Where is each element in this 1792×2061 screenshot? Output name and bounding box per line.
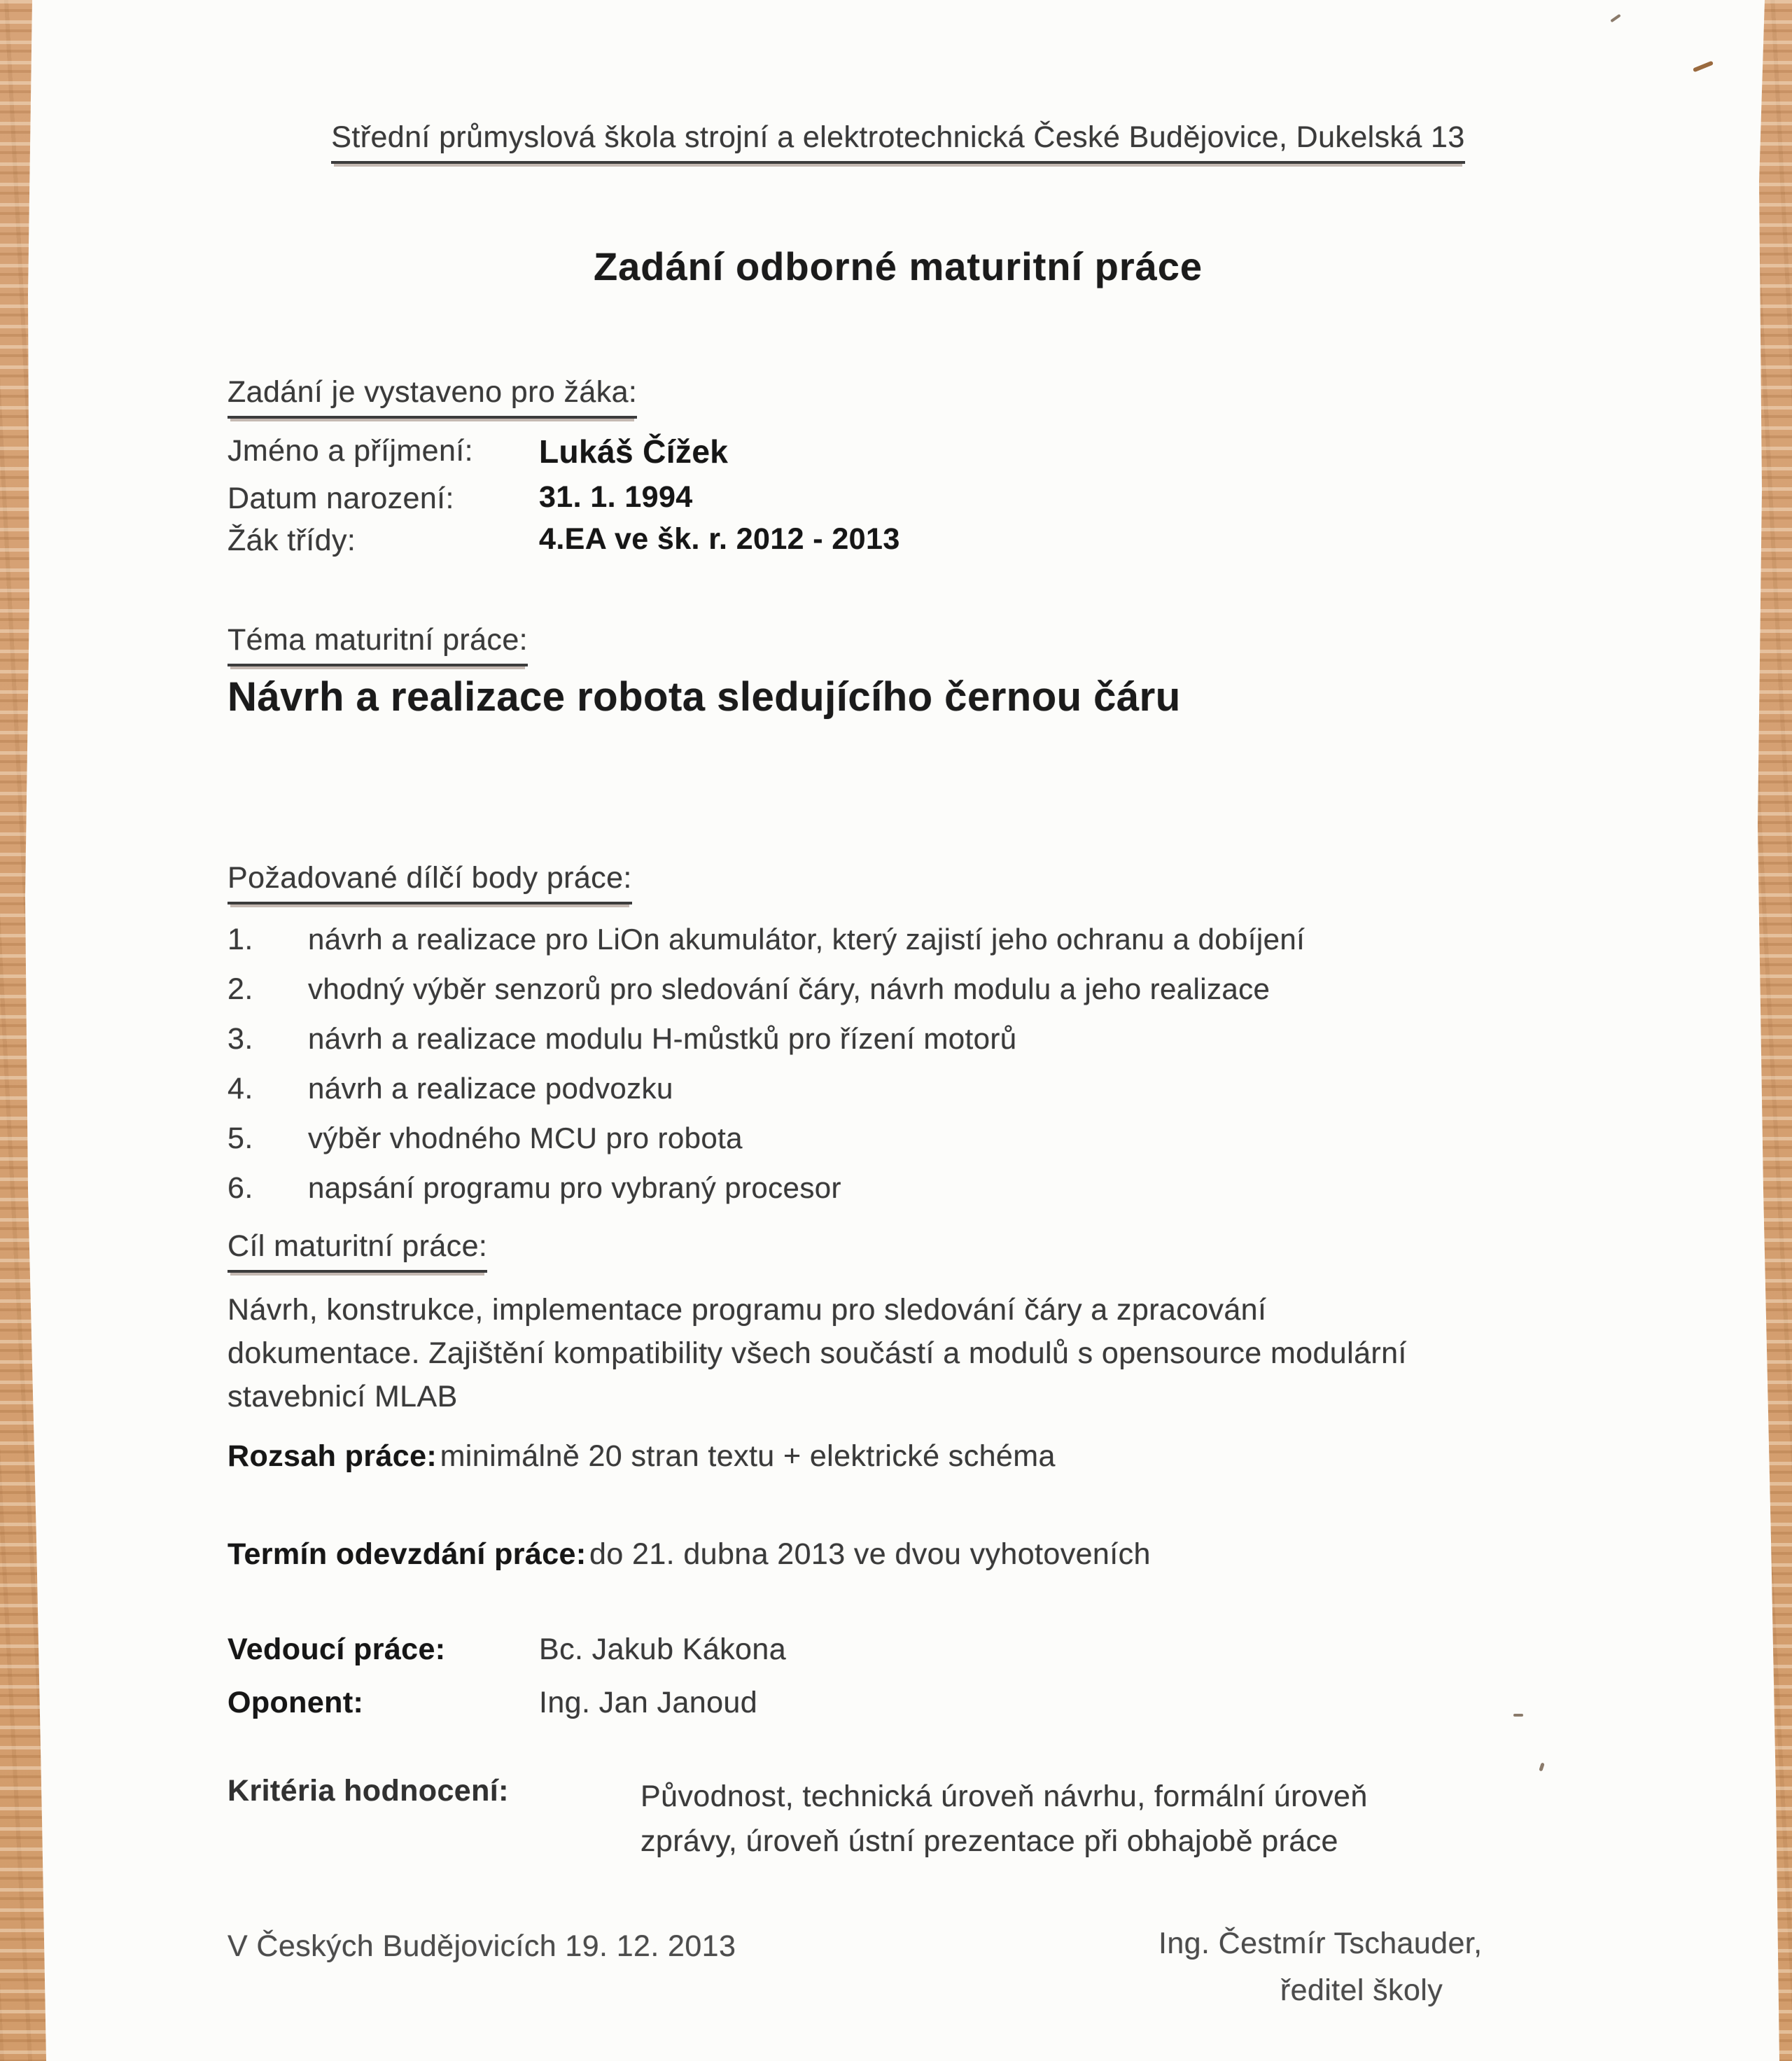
- requirements-heading: Požadované dílčí body práce:: [227, 861, 632, 904]
- school-header-row: [32, 120, 1764, 164]
- goal-heading-row: [227, 1229, 487, 1273]
- signer-role: ředitel školy: [1280, 1973, 1443, 2007]
- signer-name: Ing. Čestmír Tschauder,: [1158, 1927, 1483, 1960]
- requirement-number: 6.: [227, 1171, 253, 1205]
- deadline-value: do 21. dubna 2013 ve dvou vyhotoveních: [589, 1537, 1151, 1571]
- requirement-number: 5.: [227, 1122, 253, 1155]
- criteria-line-1: Původnost, technická úroveň návrhu, formální úroveň: [640, 1780, 1368, 1813]
- student-name-label: Jméno a příjmení:: [227, 434, 473, 468]
- thesis-topic-title: Návrh a realizace robota sledujícího černou čáru: [227, 674, 1181, 720]
- criteria-value: [640, 1774, 1494, 1864]
- requirements-list: [227, 923, 1572, 1221]
- goal-heading: Cíl maturitní práce:: [227, 1229, 487, 1273]
- scope-row: [227, 1439, 1056, 1474]
- paper-speck-3: [1513, 1714, 1523, 1717]
- student-section-heading-row: [227, 375, 637, 419]
- requirement-number: 4.: [227, 1072, 253, 1105]
- opponent-value: Ing. Jan Janoud: [539, 1686, 758, 1719]
- scope-value: minimálně 20 stran textu + elektrické schéma: [440, 1439, 1056, 1473]
- supervisor-label: Vedoucí práce:: [227, 1633, 446, 1666]
- requirement-item: [227, 972, 1572, 1007]
- goal-paragraph: [227, 1288, 1634, 1418]
- requirement-item: [227, 923, 1572, 957]
- footer-place-date: V Českých Budějovicích 19. 12. 2013: [227, 1929, 736, 1963]
- signature-block: [1158, 1927, 1564, 2008]
- deadline-label: Termín odevzdání práce:: [227, 1537, 587, 1571]
- goal-line-2: dokumentace. Zajištění kompatibility všech součástí a modulů s opensource modulární: [227, 1336, 1407, 1370]
- criteria-line-2: zprávy, úroveň ústní prezentace při obhajobě práce: [640, 1824, 1338, 1858]
- scope-label: Rozsah práce:: [227, 1439, 438, 1473]
- topic-heading: Téma maturitní práce:: [227, 623, 528, 666]
- requirement-number: 2.: [227, 972, 253, 1006]
- supervisor-value: Bc. Jakub Kákona: [539, 1633, 787, 1666]
- requirement-text: vhodný výběr senzorů pro sledování čáry, návrh modulu a jeho realizace: [308, 972, 1270, 1005]
- requirement-text: návrh a realizace podvozku: [308, 1072, 673, 1105]
- requirement-text: návrh a realizace pro LiOn akumulátor, který zajistí jeho ochranu a dobíjení: [308, 923, 1306, 956]
- class-value: 4.EA ve šk. r. 2012 - 2013: [539, 522, 900, 556]
- deadline-row: [227, 1537, 1151, 1572]
- requirement-number: 1.: [227, 923, 253, 956]
- opponent-label: Oponent:: [227, 1686, 364, 1719]
- goal-line-1: Návrh, konstrukce, implementace programu pro sledování čáry a zpracování: [227, 1293, 1267, 1327]
- birth-date-label: Datum narození:: [227, 482, 454, 515]
- student-section-heading: Zadání je vystaveno pro žáka:: [227, 375, 637, 419]
- requirement-number: 3.: [227, 1022, 253, 1056]
- goal-line-3: stavebnicí MLAB: [227, 1380, 458, 1413]
- requirement-item: [227, 1022, 1572, 1056]
- requirements-heading-row: [227, 861, 632, 904]
- page-title: Zadání odborné maturitní práce: [593, 244, 1203, 288]
- requirement-item: [227, 1171, 1572, 1206]
- class-label: Žák třídy:: [227, 524, 356, 557]
- criteria-label: Kritéria hodnocení:: [227, 1774, 509, 1808]
- requirement-item: [227, 1122, 1572, 1156]
- requirement-text: výběr vhodného MCU pro robota: [308, 1122, 743, 1154]
- requirement-item: [227, 1072, 1572, 1106]
- requirement-text: návrh a realizace modulu H-můstků pro řízení motorů: [308, 1022, 1017, 1055]
- requirement-text: napsání programu pro vybraný procesor: [308, 1171, 841, 1204]
- topic-heading-row: [227, 623, 528, 666]
- birth-date-value: 31. 1. 1994: [539, 480, 693, 514]
- student-name-value: Lukáš Čížek: [539, 433, 729, 470]
- document-title-row: [32, 244, 1764, 289]
- school-header: Střední průmyslová škola strojní a elektrotechnická České Budějovice, Dukelská 13: [331, 120, 1464, 164]
